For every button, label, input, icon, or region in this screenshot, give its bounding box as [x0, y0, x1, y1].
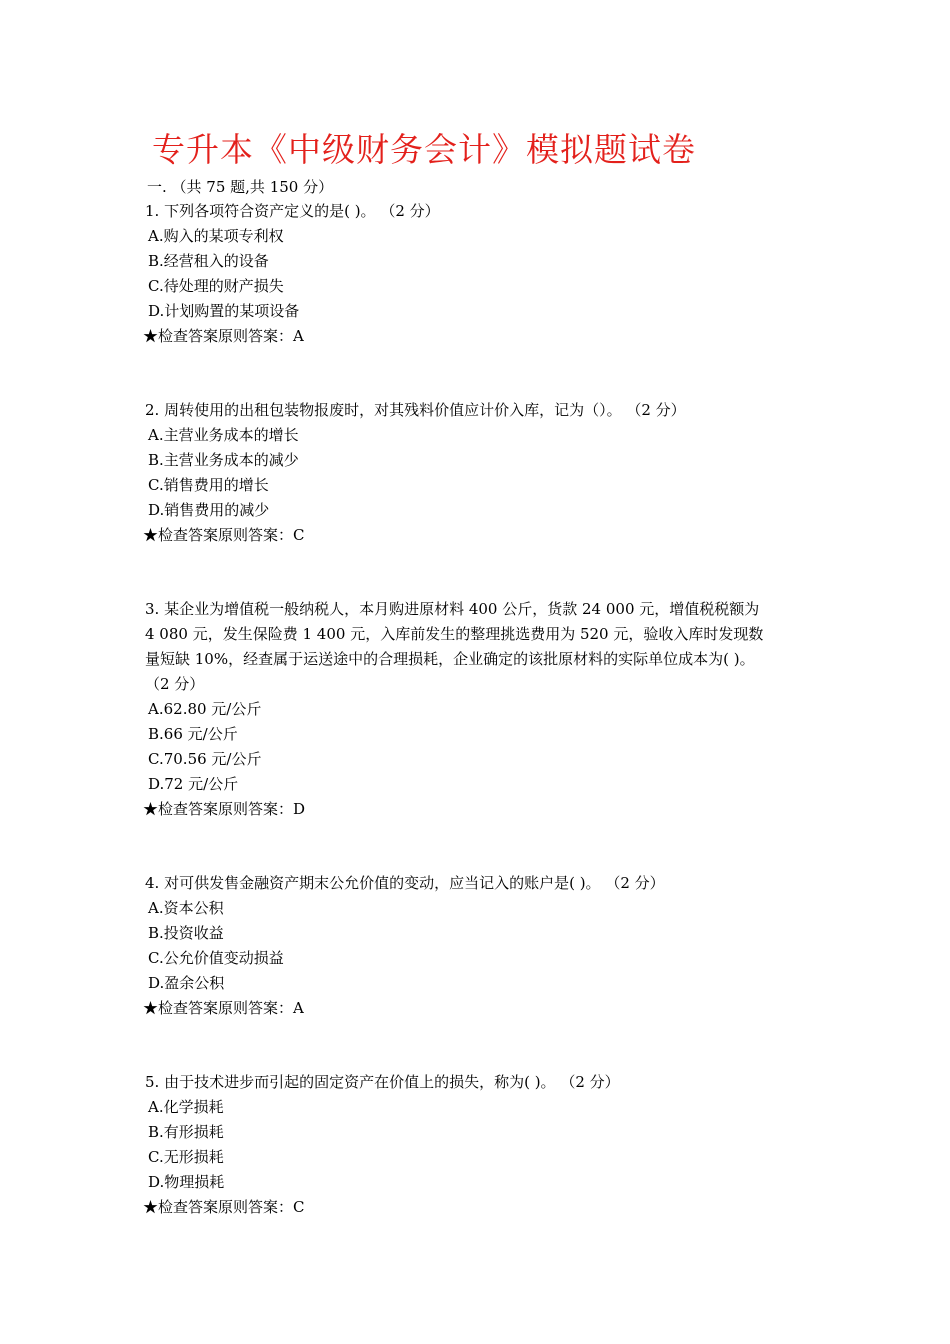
exam-title: 专升本《中级财务会计》模拟题试卷: [152, 130, 696, 169]
option-a: A.化学损耗: [148, 1098, 224, 1116]
question-stem-line: 量短缺 10%，经查属于运送途中的合理损耗，企业确定的该批原材料的实际单位成本为( )。: [145, 650, 755, 668]
option-c: C.70.56 元/公斤: [148, 750, 262, 768]
question-stem: 4. 对可供发售金融资产期末公允价值的变动，应当记入的账户是( )。 （2 分）: [145, 874, 665, 892]
option-c: C.待处理的财产损失: [148, 277, 284, 295]
option-b: B.经营租入的设备: [148, 252, 269, 270]
answer-line: ★检查答案原则答案：A: [143, 999, 304, 1017]
option-b: B.主营业务成本的减少: [148, 451, 299, 469]
section-header: 一. （共 75 题,共 150 分）: [147, 178, 334, 196]
option-d: D.物理损耗: [148, 1173, 225, 1191]
question-1: [145, 199, 825, 349]
option-b: B.投资收益: [148, 924, 224, 942]
option-b: B.有形损耗: [148, 1123, 224, 1141]
option-b: B.66 元/公斤: [148, 725, 238, 743]
option-d: D.72 元/公斤: [148, 775, 239, 793]
option-d: D.计划购置的某项设备: [148, 302, 300, 320]
option-d: D.销售费用的减少: [148, 501, 270, 519]
answer-line: ★检查答案原则答案：A: [143, 327, 304, 345]
option-c: C.销售费用的增长: [148, 476, 269, 494]
answer-line: ★检查答案原则答案：C: [143, 526, 305, 544]
question-stem-line: 4 080 元，发生保险费 1 400 元，入库前发生的整理挑选费用为 520 元，验收入库时发现数: [145, 625, 764, 643]
question-5: [145, 1070, 825, 1220]
question-2: [145, 398, 825, 548]
option-a: A.购入的某项专利权: [148, 227, 284, 245]
question-4: [145, 871, 825, 1021]
answer-line: ★检查答案原则答案：D: [143, 800, 306, 818]
question-3: [145, 597, 825, 822]
option-d: D.盈余公积: [148, 974, 225, 992]
question-stem-line: （2 分）: [145, 675, 205, 693]
option-a: A.62.80 元/公斤: [148, 700, 262, 718]
question-stem: 5. 由于技术进步而引起的固定资产在价值上的损失，称为( )。 （2 分）: [145, 1073, 620, 1091]
answer-line: ★检查答案原则答案：C: [143, 1198, 305, 1216]
option-c: C.无形损耗: [148, 1148, 224, 1166]
question-stem: 2. 周转使用的出租包装物报废时，对其残料价值应计价入库，记为（）。 （2 分）: [145, 401, 686, 419]
option-c: C.公允价值变动损益: [148, 949, 284, 967]
option-a: A.主营业务成本的增长: [148, 426, 299, 444]
question-stem: 1. 下列各项符合资产定义的是( )。 （2 分）: [145, 202, 440, 220]
question-stem-line: 3. 某企业为增值税一般纳税人，本月购进原材料 400 公斤，货款 24 000 元，增值税税额为: [145, 600, 760, 618]
option-a: A.资本公积: [148, 899, 224, 917]
